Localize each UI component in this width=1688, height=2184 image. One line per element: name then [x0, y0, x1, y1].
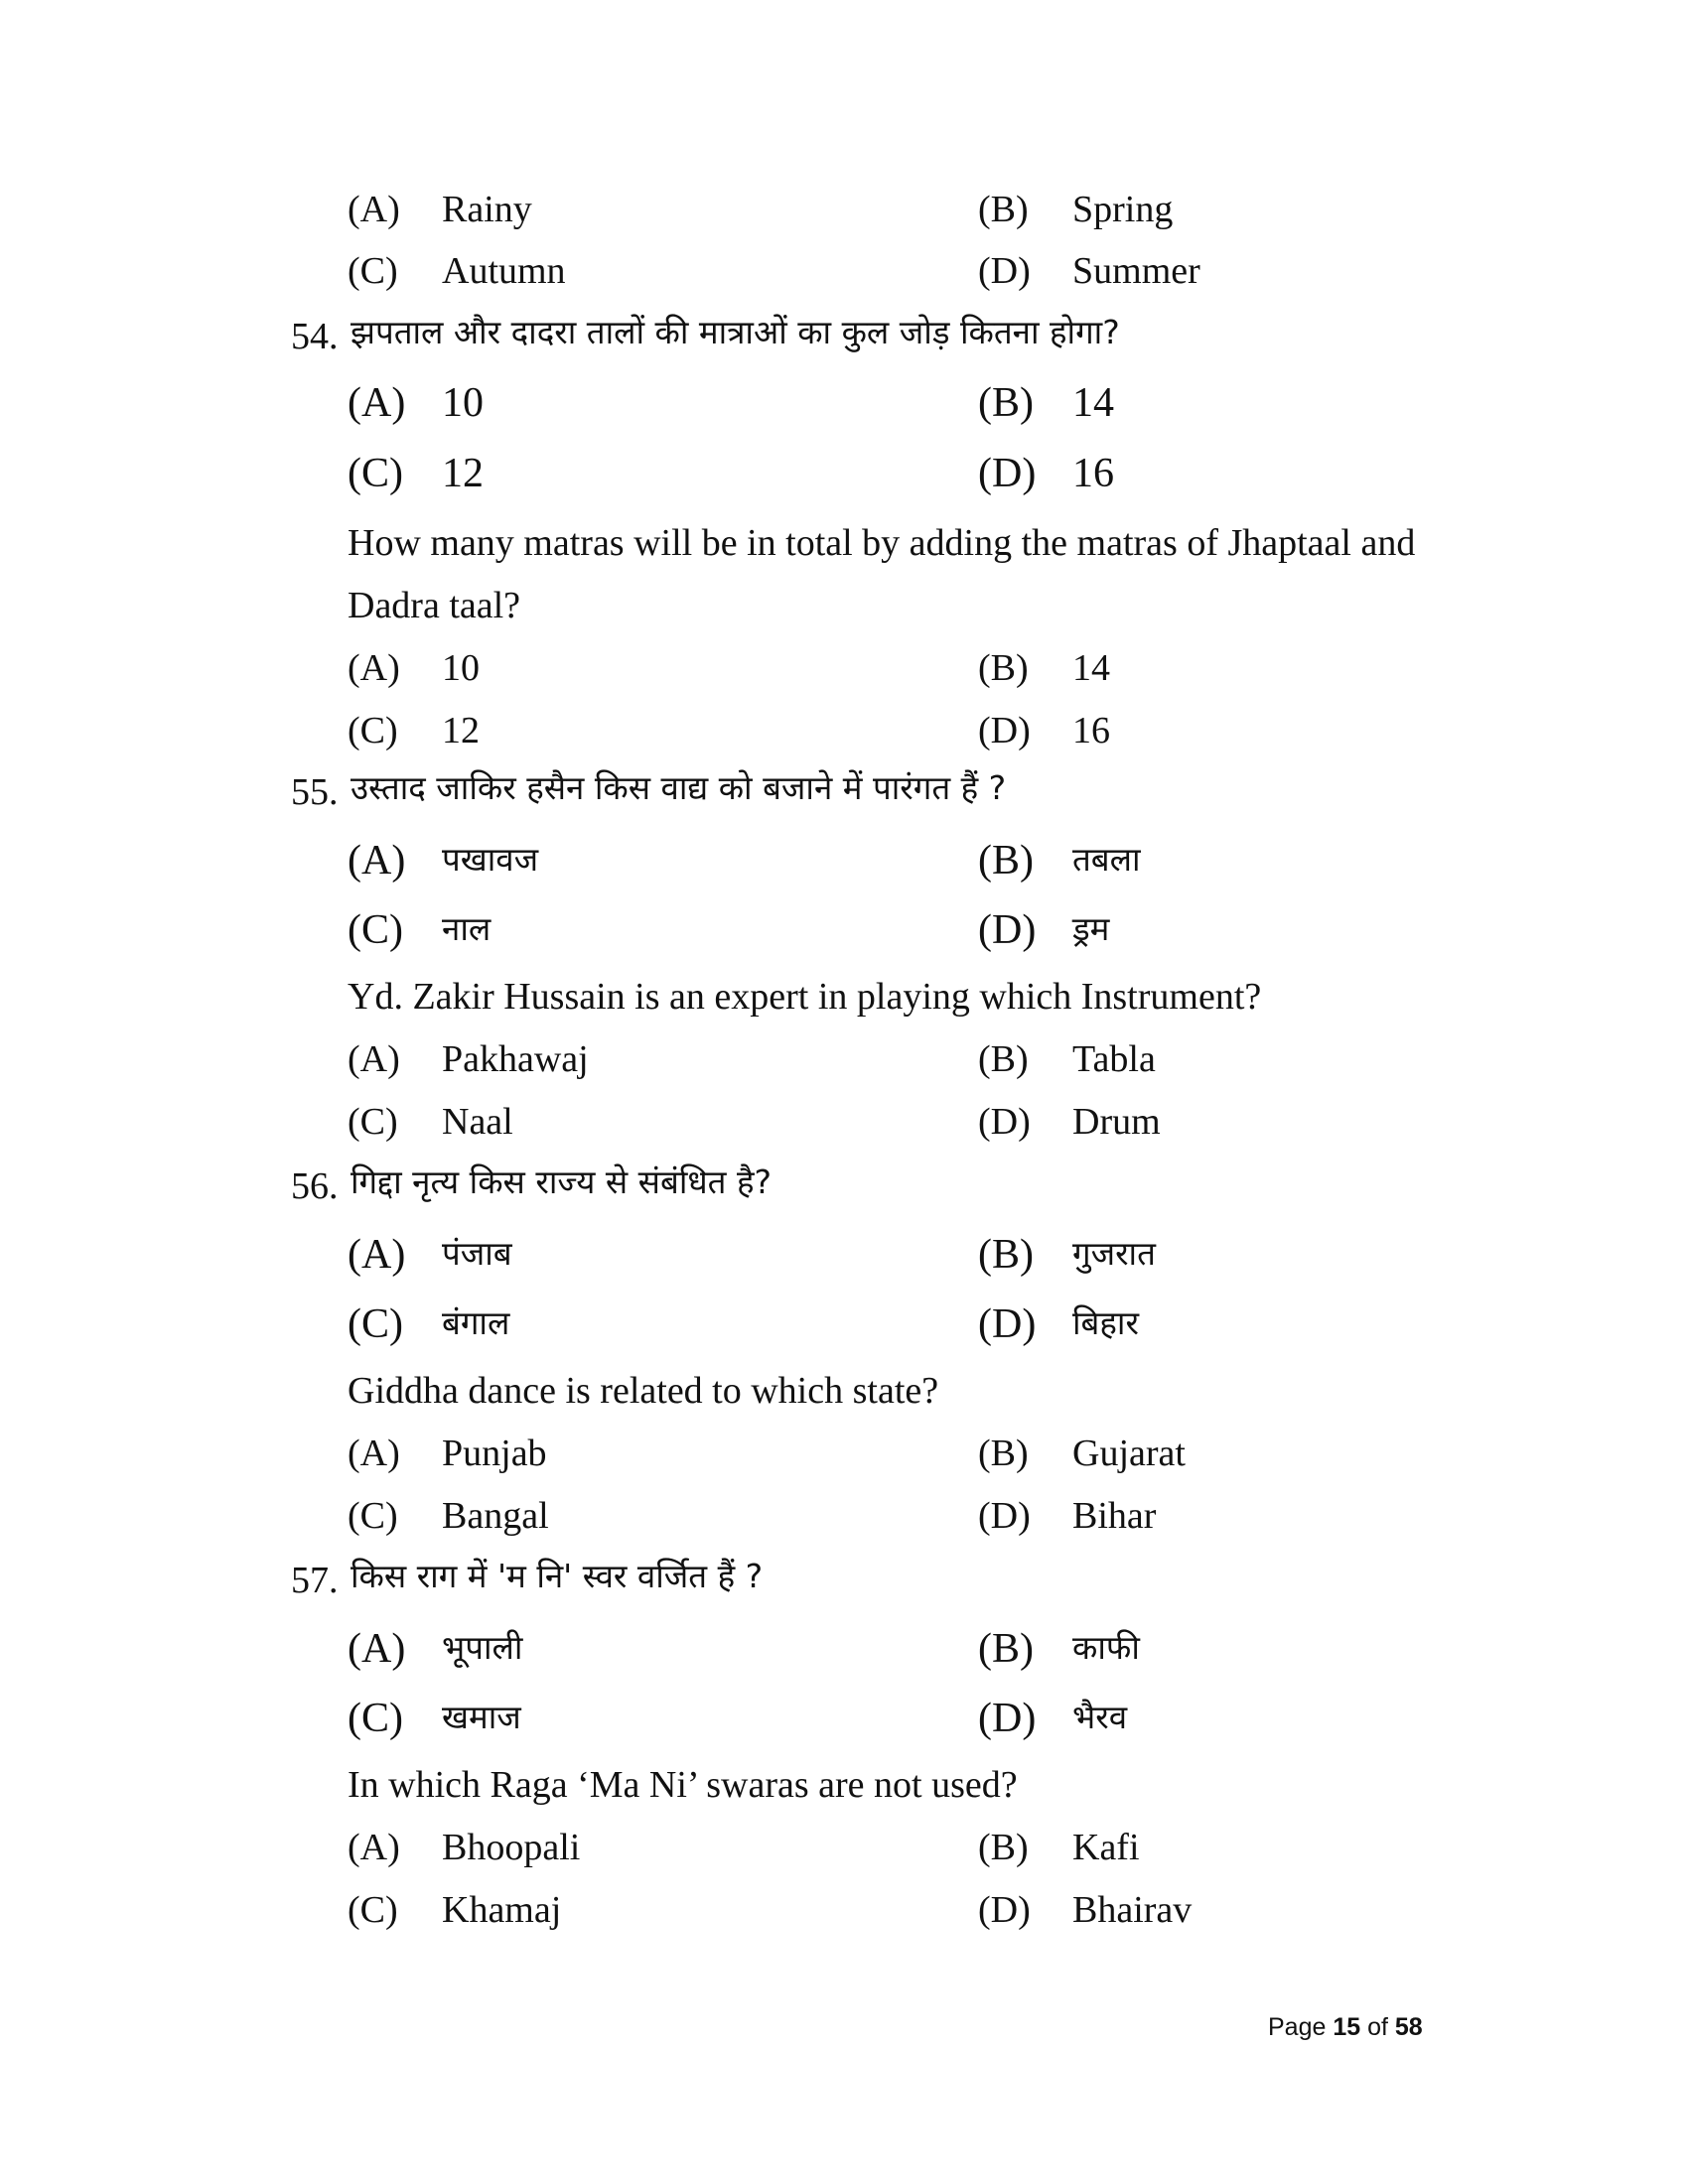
question-text: How many matras will be in total by adding the matras of Jhaptaal and: [348, 522, 1416, 564]
option-label: (D): [978, 1301, 1037, 1347]
page-prefix: Page: [1268, 2013, 1334, 2041]
option-label: (C): [348, 1101, 398, 1143]
option-text: Punjab: [442, 1433, 547, 1474]
option-text: Bangal: [442, 1495, 549, 1537]
option-text: Autumn: [442, 250, 566, 292]
option-text: 14: [1072, 380, 1114, 426]
option-label: (D): [978, 710, 1031, 751]
option-text: Tabla: [1072, 1038, 1156, 1080]
option-label: (A): [348, 647, 400, 689]
option-label: (D): [978, 250, 1031, 292]
option-text: 16: [1072, 451, 1114, 496]
option-label: (C): [348, 250, 398, 292]
question-text: Giddha dance is related to which state?: [348, 1370, 939, 1412]
option-text: बिहार: [1072, 1303, 1139, 1342]
question-number: 54.: [291, 316, 339, 357]
option-label: (D): [978, 1495, 1031, 1537]
option-text: नाल: [442, 909, 492, 948]
question-number: 55.: [291, 771, 339, 813]
question-text: In which Raga ‘Ma Ni’ swaras are not used?: [348, 1764, 1018, 1806]
option-label: (C): [348, 1696, 403, 1741]
question-text: Yd. Zakir Hussain is an expert in playing which Instrument?: [348, 976, 1262, 1018]
option-label: (C): [348, 710, 398, 751]
option-text: पखावज: [442, 840, 539, 879]
option-label: (B): [978, 189, 1029, 230]
question-number: 57.: [291, 1560, 339, 1601]
option-label: (D): [978, 1696, 1037, 1741]
option-label: (B): [978, 380, 1034, 426]
option-label: (D): [978, 1101, 1031, 1143]
option-label: (D): [978, 907, 1037, 953]
option-label: (C): [348, 907, 403, 953]
page-total: 58: [1394, 2013, 1423, 2041]
option-text: Bhairav: [1072, 1889, 1193, 1931]
option-text: Drum: [1072, 1101, 1161, 1143]
option-label: (B): [978, 1626, 1034, 1672]
option-label: (B): [978, 1827, 1029, 1868]
option-label: (A): [348, 1827, 400, 1868]
option-text: काफी: [1072, 1628, 1140, 1667]
option-label: (B): [978, 1433, 1029, 1474]
option-text: भैरव: [1072, 1698, 1128, 1736]
option-label: (C): [348, 1301, 403, 1347]
option-text: ड्रम: [1072, 909, 1110, 948]
option-label: (B): [978, 1232, 1034, 1278]
option-text: Spring: [1072, 189, 1174, 230]
option-label: (A): [348, 838, 406, 884]
option-label: (D): [978, 1889, 1031, 1931]
option-text: Naal: [442, 1101, 513, 1143]
option-text: पंजाब: [442, 1234, 512, 1273]
option-text: 12: [442, 451, 484, 496]
option-label: (A): [348, 1232, 406, 1278]
page-number: [1268, 2013, 1423, 2042]
option-label: (B): [978, 1038, 1029, 1080]
option-label: (A): [348, 1038, 400, 1080]
option-text: Kafi: [1072, 1827, 1140, 1868]
option-label: (A): [348, 380, 406, 426]
page-current: 15: [1333, 2013, 1361, 2041]
question-text: गिद्दा नृत्य किस राज्य से संबंधित है?: [351, 1162, 773, 1201]
option-label: (C): [348, 1889, 398, 1931]
question-text: उस्ताद जाकिर हसैन किस वाद्य को बजाने में पारंगत हैं ?: [351, 768, 1007, 807]
option-text: Pakhawaj: [442, 1038, 589, 1080]
option-text: Khamaj: [442, 1889, 562, 1931]
option-text: 14: [1072, 647, 1110, 689]
option-text: खमाज: [442, 1698, 521, 1736]
option-label: (A): [348, 189, 400, 230]
option-text: Bihar: [1072, 1495, 1157, 1537]
question-number: 56.: [291, 1165, 339, 1207]
option-text: Summer: [1072, 250, 1200, 292]
option-text: तबला: [1072, 840, 1141, 879]
option-text: Rainy: [442, 189, 532, 230]
option-text: 10: [442, 647, 480, 689]
option-label: (C): [348, 1495, 398, 1537]
question-text: झपताल और दादरा तालों की मात्राओं का कुल जोड़ कितना होगा?: [351, 313, 1120, 351]
option-text: Bhoopali: [442, 1827, 581, 1868]
option-label: (A): [348, 1433, 400, 1474]
option-text: 12: [442, 710, 480, 751]
question-text: किस राग में 'म नि' स्वर वर्जित हैं ?: [351, 1557, 764, 1595]
page-sep: of: [1360, 2013, 1395, 2041]
option-text: 10: [442, 380, 484, 426]
option-text: गुजरात: [1072, 1234, 1156, 1273]
option-label: (B): [978, 647, 1029, 689]
option-label: (D): [978, 451, 1037, 496]
option-label: (A): [348, 1626, 406, 1672]
option-text: 16: [1072, 710, 1110, 751]
option-label: (B): [978, 838, 1034, 884]
question-text: Dadra taal?: [348, 585, 521, 626]
option-text: बंगाल: [442, 1303, 510, 1342]
option-label: (C): [348, 451, 403, 496]
option-text: Gujarat: [1072, 1433, 1186, 1474]
option-text: भूपाली: [442, 1628, 523, 1667]
